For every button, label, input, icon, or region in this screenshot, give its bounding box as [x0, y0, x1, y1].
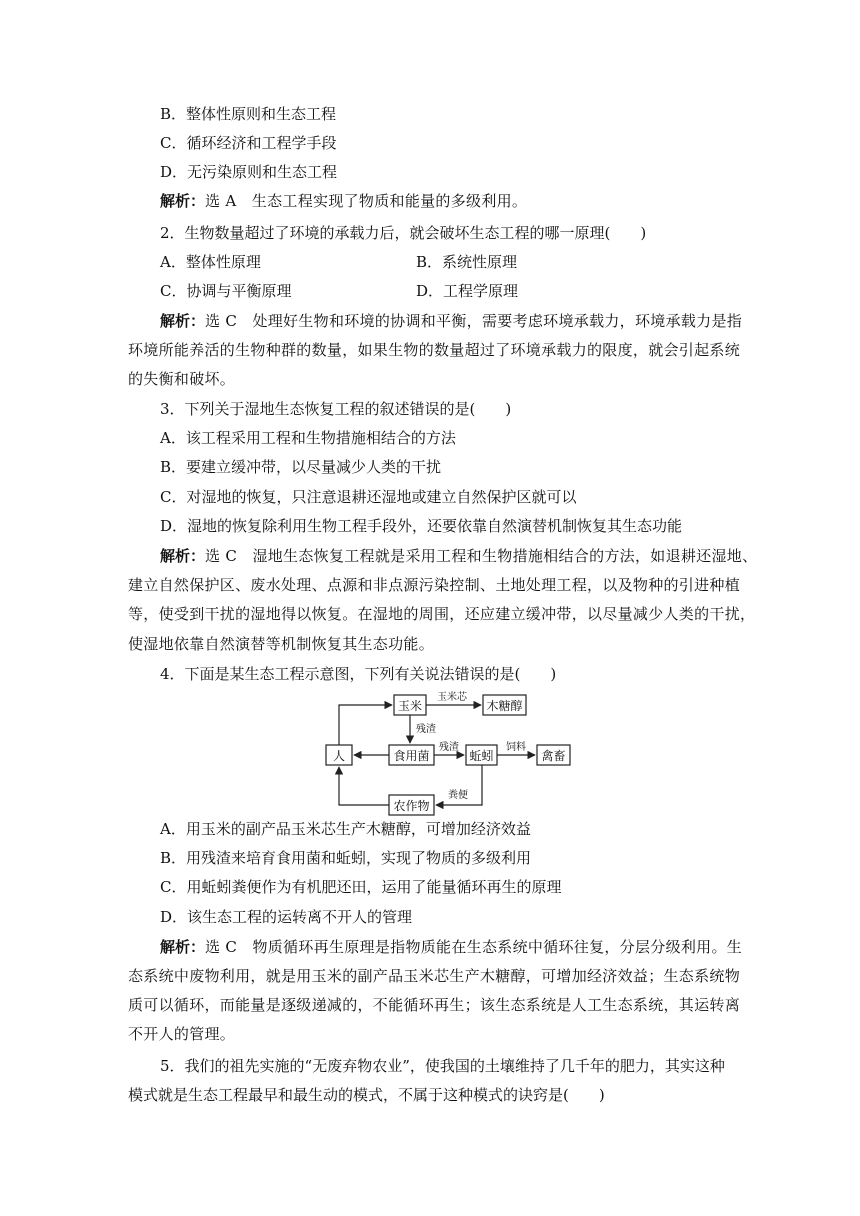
q3-stem: 3．下列关于湿地生态恢复工程的叙述错误的是( ): [160, 400, 512, 418]
q2-option-c: C．协调与平衡原理: [160, 282, 292, 300]
corn-cob-edge-label: 玉米芯: [437, 692, 467, 703]
analysis-label: 解析：: [160, 938, 206, 956]
q4-analysis-line-2: 态系统中废物利用，就是用玉米的副产品玉米芯生产木糖醇，可增加经济效益；生态系统物: [128, 967, 741, 985]
q3-analysis-line-1: 解析：选 C 湿地生态恢复工程就是采用工程和生物措施相结合的方法，如退耕还湿地、: [160, 547, 758, 565]
q5-stem-line-1: 5．我们的祖先实施的“无废弃物农业”，使我国的土壤维持了几千年的肥力，其实这种: [160, 1057, 725, 1075]
q4-option-c: C．用蚯蚓粪便作为有机肥还田，运用了能量循环再生的原理: [160, 878, 562, 896]
earthworm-label: 蚯蚓: [469, 749, 494, 763]
xylitol-label: 木糖醇: [486, 699, 523, 713]
q3-analysis-line-2: 建立自然保护区、废水处理、点源和非点源污染控制、土地处理工程，以及物种的引进种植: [128, 576, 741, 594]
q4-option-d: D．该生态工程的运转离不开人的管理: [160, 908, 413, 926]
q4-option-b: B．用残渣来培育食用菌和蚯蚓，实现了物质的多级利用: [160, 849, 532, 867]
q1-analysis: [160, 191, 527, 211]
q3-option-b: B．要建立缓冲带，以尽量减少人类的干扰: [160, 458, 442, 476]
q4-analysis-line-3: 质可以循环，而能量是逐级递减的，不能循环再生；该生态系统是人工生态系统，其运转离: [128, 996, 741, 1014]
q2-stem: 2．生物数量超过了环境的承载力后，就会破坏生态工程的哪一原理( ): [160, 224, 647, 242]
q3-analysis-line-3: 等，使受到干扰的湿地得以恢复。在湿地的周围，还应建立缓冲带，以尽量减少人类的干扰，: [128, 605, 756, 623]
q2-analysis-line-1: 解析：选 C 处理好生物和环境的协调和平衡，需要考虑环境承载力，环境承载力是指: [160, 312, 743, 330]
edge-crops-human: [339, 767, 389, 805]
q4-stem: 4．下面是某生态工程示意图，下列有关说法错误的是( ): [160, 665, 557, 683]
crops-label: 农作物: [393, 799, 430, 813]
manure-edge-label: 粪便: [448, 790, 468, 801]
q5-stem-line-2: 模式就是生态工程最早和最生动的模式，不属于这种模式的诀窍是( ): [128, 1086, 605, 1104]
q3-option-c: C．对湿地的恢复，只注意退耕还湿地或建立自然保护区就可以: [160, 488, 577, 506]
corn-label: 玉米: [397, 699, 423, 713]
q3-option-a: A．该工程采用工程和生物措施相结合的方法: [160, 429, 456, 447]
q4-analysis-line-1: 解析：选 C 物质循环再生原理是指物质能在生态系统中循环往复，分层分级利用。生: [160, 938, 743, 956]
q4-option-a: A．用玉米的副产品玉米芯生产木糖醇，可增加经济效益: [160, 820, 531, 838]
analysis-text: 选 A 生态工程实现了物质和能量的多级利用。: [205, 192, 528, 210]
q4-analysis-line-4: 不开人的管理。: [128, 1025, 236, 1043]
q2-analysis-line-3: 的失衡和破坏。: [128, 370, 236, 388]
fungus-label: 食用菌: [393, 749, 430, 763]
livestock-label: 禽畜: [541, 749, 566, 763]
q3-analysis-line-4: 使湿地依靠自然演替等机制恢复其生态功能。: [128, 635, 435, 653]
q1-option-b: B．整体性原则和生态工程: [160, 105, 337, 123]
human-label: 人: [332, 749, 346, 763]
ecological-engineering-diagram: [0, 688, 860, 818]
analysis-label: 解析：: [160, 547, 206, 565]
q1-option-c: C．循环经济和工程学手段: [160, 134, 337, 152]
residue-edge-label-1: 残渣: [416, 724, 436, 735]
q2-option-b: B．系统性原理: [416, 253, 518, 271]
analysis-label: 解析：: [160, 192, 206, 210]
analysis-label: 解析：: [160, 312, 206, 330]
q2-option-a: A．整体性原理: [160, 253, 261, 271]
edge-human-corn: [339, 705, 392, 745]
q1-option-d: D．无污染原则和生态工程: [160, 163, 338, 181]
q2-option-d: D．工程学原理: [416, 282, 519, 300]
residue-edge-label-2: 残渣: [439, 742, 459, 753]
feed-edge-label: 饲料: [506, 742, 526, 753]
q2-analysis-line-2: 环境所能养活的生物种群的数量，如果生物的数量超过了环境承载力的限度，就会引起系统: [128, 341, 741, 359]
q3-option-d: D．湿地的恢复除利用生物工程手段外，还要依靠自然演替机制恢复其生态功能: [160, 517, 683, 535]
